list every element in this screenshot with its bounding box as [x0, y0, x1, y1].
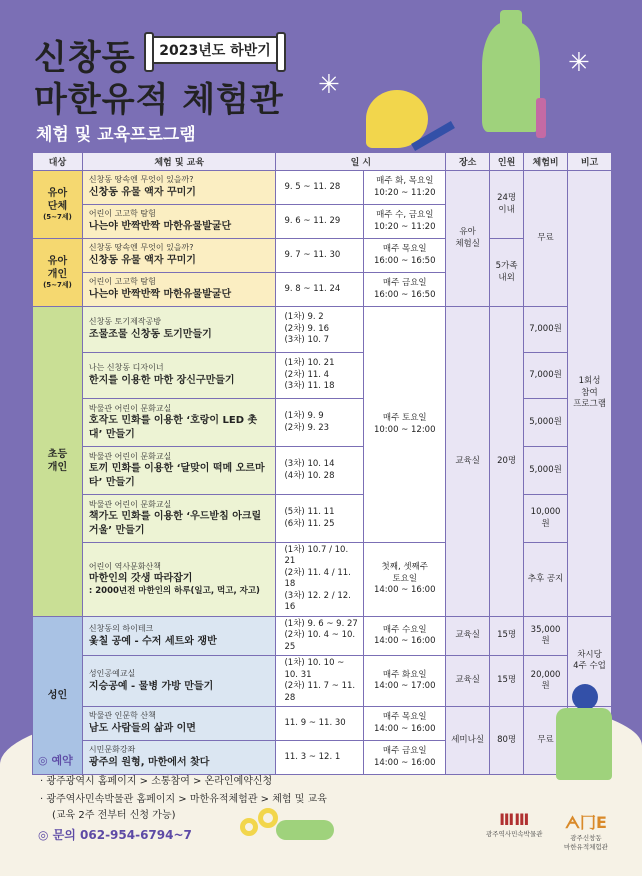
table-row — [33, 171, 612, 205]
fee-cell: 35,000원 — [524, 616, 568, 655]
time-cell: 매주 수요일 14:00 ~ 16:00 — [364, 616, 446, 655]
reserve-item-text: 광주역사민속박물관 홈페이지 > 마한유적체험관 > 체험 및 교육 — [46, 794, 327, 805]
table-header-row — [33, 153, 612, 171]
category-label: 유아 개인 — [47, 255, 68, 280]
time-cell: 매주 목요일 14:00 ~ 16:00 — [364, 707, 446, 741]
table-row — [33, 495, 612, 543]
program-title: 조물조물 신창동 토기만들기 — [88, 329, 212, 341]
people-cell: 80명 — [490, 707, 524, 775]
program-subtitle: 나는 신창동 디자이너 — [88, 363, 164, 373]
contact-line — [38, 826, 192, 843]
program-table — [32, 152, 612, 775]
program-cell — [82, 307, 276, 353]
category-cell: 성인 — [33, 616, 83, 774]
date-cell: 9. 8 ~ 11. 24 — [276, 273, 364, 307]
time-cell: 매주 토요일 10:00 ~ 12:00 — [364, 307, 446, 543]
bell-decoration — [482, 22, 540, 132]
header-note: 비고 — [568, 153, 612, 171]
program-cell — [82, 273, 276, 307]
date-cell: 9. 5 ~ 11. 28 — [276, 171, 364, 205]
year-tag: 2023년도 하반기 — [150, 36, 280, 64]
reserve-item: · 광주광역시 홈페이지 > 소통참여 > 온라인예약신청 — [40, 776, 273, 787]
date-cell: 9. 7 ~ 11. 30 — [276, 239, 364, 273]
program-subtitle: 신창동 토기제작공방 — [88, 317, 162, 327]
people-cell: 24명 이내 — [490, 171, 524, 239]
date-cell: 11. 3 ~ 12. 1 — [276, 741, 364, 775]
date-cell: (1차) 10. 21 (2차) 11. 4 (3차) 11. 18 — [276, 353, 364, 399]
table-row — [33, 353, 612, 399]
reserve-label: 예약 — [51, 754, 73, 767]
program-cell — [82, 171, 276, 205]
header-program: 체험 및 교육 — [82, 153, 276, 171]
program-subtitle: 어린이 고고학 탐험 — [88, 209, 156, 219]
people-cell: 15명 — [490, 656, 524, 707]
date-cell: 11. 9 ~ 11. 30 — [276, 707, 364, 741]
program-subtitle: 성인공예교실 — [88, 669, 136, 678]
experience-center-logo-icon: ᗅ冂E — [564, 813, 607, 832]
program-subtitle: 신창동의 하이테크 — [88, 623, 154, 633]
program-subtitle: 신창동 땅속엔 무엇이 있을까? — [88, 243, 194, 253]
ring-decoration — [240, 818, 258, 836]
header-place: 장소 — [446, 153, 490, 171]
time-cell: 매주 화, 목요일 10:20 ~ 11:20 — [364, 171, 446, 205]
subtitle: 체험 및 교육프로그램 — [36, 125, 196, 145]
experience-center-logo — [564, 810, 608, 851]
time-cell: 매주 화요일 14:00 ~ 17:00 — [364, 656, 446, 707]
fee-cell: 7,000원 — [524, 307, 568, 353]
people-cell: 5가족 내외 — [490, 239, 524, 307]
header-datetime: 일 시 — [276, 153, 446, 171]
program-title: 남도 사람들의 삶과 이면 — [88, 723, 196, 735]
bullet-icon: ◎ — [38, 828, 53, 842]
place-cell: 교육실 — [446, 307, 490, 617]
program-subtitle: 어린이 역사문화산책 — [88, 561, 162, 571]
fee-cell: 7,000원 — [524, 353, 568, 399]
program-subtitle: 시민문화강좌 — [88, 745, 136, 755]
table-row — [33, 543, 612, 617]
museum-logo-icon: ⅢⅢ — [499, 810, 530, 829]
museum-logo — [486, 810, 543, 838]
program-title: 지승공예 - 물병 가방 만들기 — [88, 680, 214, 692]
title-line-1: 신창동 — [34, 38, 136, 78]
program-cell — [82, 399, 276, 447]
reserve-item: · 광주역사민속박물관 홈페이지 > 마한유적체험관 > 체험 및 교육 — [40, 794, 327, 805]
table-row — [33, 656, 612, 707]
place-cell: 유아 체험실 — [446, 171, 490, 307]
program-cell — [82, 656, 276, 707]
program-title: 신창동 유물 액자 꾸미기 — [88, 187, 196, 199]
program-title: 토끼 민화를 이용한 ‘달맞이 떡메 오르마타’ 만들기 — [88, 463, 265, 488]
museum-logo-text: 광주역사민속박물관 — [486, 830, 543, 838]
category-cell — [33, 239, 83, 307]
program-cell — [82, 616, 276, 655]
fee-cell: 5,000원 — [524, 399, 568, 447]
program-subtitle: 박물관 어린이 문화교실 — [88, 403, 172, 413]
table-row — [33, 616, 612, 655]
fee-cell: 무료 — [524, 171, 568, 307]
note-cell: 1회성 참여 프로그램 — [568, 171, 612, 617]
program-title: 한지를 이용한 마한 장신구만들기 — [88, 375, 235, 387]
sparkle-icon: ✳ — [318, 70, 340, 100]
time-cell: 매주 금요일 16:00 ~ 16:50 — [364, 273, 446, 307]
category-age: (5~7세) — [43, 280, 72, 289]
stick-decoration — [536, 98, 546, 138]
program-title: 광주의 원형, 마한에서 찾다 — [88, 757, 210, 769]
header-fee: 체험비 — [524, 153, 568, 171]
program-cell — [82, 205, 276, 239]
program-cell — [82, 495, 276, 543]
date-cell: (1차) 9. 2 (2차) 9. 16 (3차) 10. 7 — [276, 307, 364, 353]
date-cell: (1차) 10.7 / 10. 21 (2차) 11. 4 / 11. 18 (3차) 12. 2 / 12. 16 — [276, 543, 364, 617]
fee-cell: 10,000원 — [524, 495, 568, 543]
program-title: 나는야 반짝반짝 마한유물발굴단 — [88, 289, 232, 301]
cucumber-decoration — [276, 820, 334, 840]
ball-decoration — [572, 684, 598, 710]
ring-decoration — [258, 808, 278, 828]
program-subtitle: 박물관 인문학 산책 — [88, 711, 156, 721]
date-cell: (3차) 10. 14 (4차) 10. 28 — [276, 447, 364, 495]
reserve-note: (교육 2주 전부터 신청 가능) — [52, 810, 176, 821]
table-row — [33, 707, 612, 741]
fee-cell: 무료 — [524, 707, 568, 775]
place-cell: 세미나실 — [446, 707, 490, 775]
program-subtitle: 신창동 땅속엔 무엇이 있을까? — [88, 175, 194, 185]
category-age: (5~7세) — [43, 212, 72, 221]
program-title: 나는야 반짝반짝 마한유물발굴단 — [88, 221, 232, 233]
program-cell — [82, 741, 276, 775]
program-subtitle: 박물관 어린이 문화교실 — [88, 451, 172, 461]
bell-decoration — [556, 708, 612, 780]
contact-text: 문의 062-954-6794~7 — [52, 828, 192, 842]
date-cell: (1차) 9. 9 (2차) 9. 23 — [276, 399, 364, 447]
category-cell — [33, 171, 83, 239]
category-label: 유아 단체 — [47, 187, 68, 212]
fee-cell: 추후 공지 — [524, 543, 568, 617]
time-cell: 매주 금요일 14:00 ~ 16:00 — [364, 741, 446, 775]
title-line-2: 마한유적 체험관 — [34, 80, 284, 120]
people-cell: 20명 — [490, 307, 524, 617]
program-cell — [82, 543, 276, 617]
date-cell: 9. 6 ~ 11. 29 — [276, 205, 364, 239]
table-row — [33, 307, 612, 353]
program-cell — [82, 707, 276, 741]
program-subtitle: 박물관 어린이 문화교실 — [88, 499, 172, 509]
program-cell — [82, 353, 276, 399]
time-cell: 매주 수, 금요일 10:20 ~ 11:20 — [364, 205, 446, 239]
header-people: 인원 — [490, 153, 524, 171]
program-subtitle: 어린이 고고학 탐험 — [88, 277, 156, 287]
place-cell: 교육실 — [446, 656, 490, 707]
note-cell: 차시당 4주 수업 — [568, 616, 612, 706]
time-cell: 첫째, 셋째주 토요일 14:00 ~ 16:00 — [364, 543, 446, 617]
program-cell — [82, 447, 276, 495]
program-cell — [82, 239, 276, 273]
place-cell: 교육실 — [446, 616, 490, 655]
time-cell: 매주 목요일 16:00 ~ 16:50 — [364, 239, 446, 273]
sparkle-icon: ✳ — [568, 48, 590, 78]
category-cell: 초등 개인 — [33, 307, 83, 617]
date-cell: (1차) 9. 6 ~ 9. 27 (2차) 10. 4 ~ 10. 25 — [276, 616, 364, 655]
experience-center-logo-text: 광주신창동 마한유적체험관 — [564, 834, 608, 851]
fee-cell: 5,000원 — [524, 447, 568, 495]
date-cell: (1차) 10. 10 ~ 10. 31 (2차) 11. 7 ~ 11. 28 — [276, 656, 364, 707]
program-note: : 2000년전 마한인의 하루(일고, 먹고, 자고) — [88, 585, 260, 596]
reserve-item-text: 광주광역시 홈페이지 > 소통참여 > 온라인예약신청 — [46, 776, 273, 787]
fee-cell: 20,000원 — [524, 656, 568, 707]
reserve-heading — [38, 752, 73, 768]
table-row — [33, 399, 612, 447]
program-title: 신창동 유물 액자 꾸미기 — [88, 255, 196, 267]
table-row — [33, 447, 612, 495]
bullet-icon: ◎ — [38, 754, 52, 767]
program-title: 마한인의 갓생 따라잡기 — [88, 573, 193, 585]
program-title: 옻칠 공예 - 수저 세트와 쟁반 — [88, 635, 217, 647]
header-target: 대상 — [33, 153, 83, 171]
date-cell: (5차) 11. 11 (6차) 11. 25 — [276, 495, 364, 543]
program-title: 책가도 민화를 이용한 ‘우드받침 아크릴 거울’ 만들기 — [88, 511, 262, 536]
people-cell: 15명 — [490, 616, 524, 655]
program-title: 호작도 민화를 이용한 ‘호랑이 LED 촛대’ 만들기 — [88, 415, 258, 440]
